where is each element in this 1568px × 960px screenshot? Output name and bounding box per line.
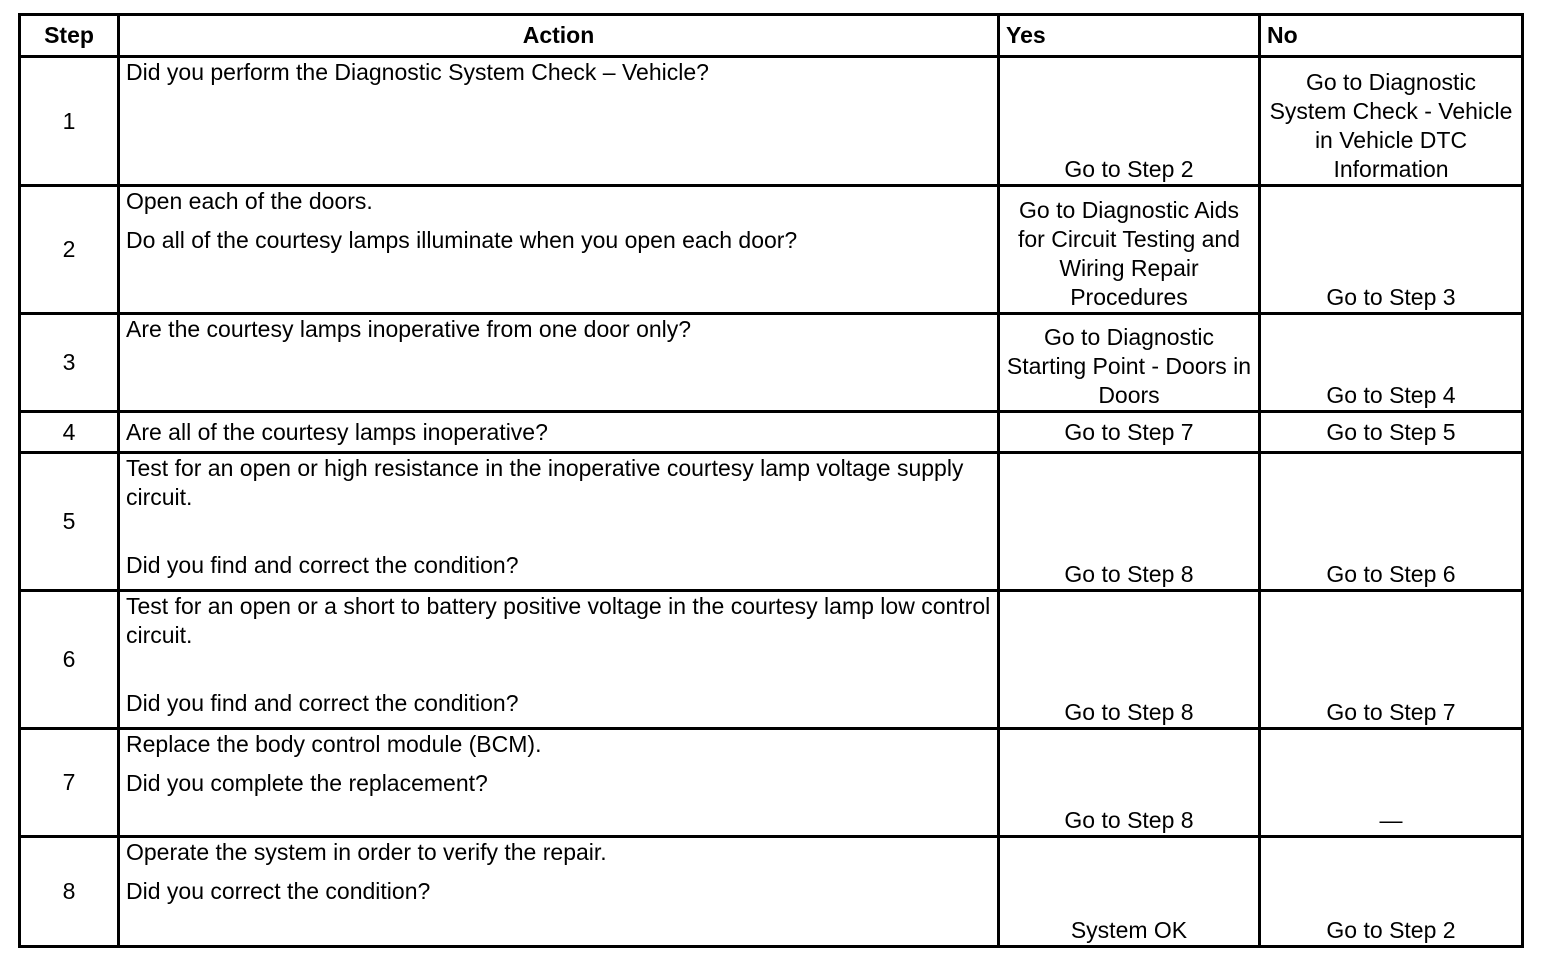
header-row — [20, 15, 1523, 57]
no-result: Go to Step 6 — [1260, 453, 1523, 591]
step-number: 7 — [20, 729, 119, 837]
action-question: Did you find and correct the condition? — [126, 690, 519, 716]
no-result: — — [1260, 729, 1523, 837]
table-row — [20, 314, 1523, 412]
table-row — [20, 837, 1523, 947]
action-question: Did you correct the condition? — [126, 878, 431, 904]
action-text: Did you perform the Diagnostic System Check – Vehicle? — [126, 59, 709, 85]
step-number: 5 — [20, 453, 119, 591]
no-result: Go to Step 7 — [1260, 591, 1523, 729]
action-text: Are the courtesy lamps inoperative from one door only? — [126, 316, 692, 342]
header-no: No — [1260, 15, 1523, 57]
yes-result: Go to Diagnostic Starting Point - Doors in Doors — [999, 314, 1260, 412]
action-question: Do all of the courtesy lamps illuminate when you open each door? — [126, 227, 798, 253]
step-number: 6 — [20, 591, 119, 729]
action-cell — [119, 57, 999, 186]
no-result: Go to Step 4 — [1260, 314, 1523, 412]
step-number: 2 — [20, 186, 119, 314]
yes-result: Go to Step 8 — [999, 591, 1260, 729]
header-action: Action — [119, 15, 999, 57]
diagnostic-table — [18, 13, 1524, 948]
table-row — [20, 412, 1523, 453]
table-row — [20, 186, 1523, 314]
header-yes: Yes — [999, 15, 1260, 57]
action-question: Did you find and correct the condition? — [126, 552, 519, 578]
yes-result: Go to Step 8 — [999, 453, 1260, 591]
action-text: Replace the body control module (BCM). — [126, 731, 542, 757]
action-cell — [119, 591, 999, 729]
action-cell — [119, 412, 999, 453]
yes-result: System OK — [999, 837, 1260, 947]
no-result: Go to Step 2 — [1260, 837, 1523, 947]
action-cell — [119, 186, 999, 314]
header-step: Step — [20, 15, 119, 57]
yes-result: Go to Step 2 — [999, 57, 1260, 186]
yes-result: Go to Step 7 — [999, 412, 1260, 453]
no-result: Go to Diagnostic System Check - Vehicle in Vehicle DTC Information — [1260, 57, 1523, 186]
action-cell — [119, 837, 999, 947]
step-number: 1 — [20, 57, 119, 186]
action-question: Did you complete the replacement? — [126, 770, 488, 796]
step-number: 8 — [20, 837, 119, 947]
action-text: Open each of the doors. — [126, 188, 373, 214]
table-row — [20, 729, 1523, 837]
action-text: Test for an open or a short to battery positive voltage in the courtesy lamp low control circuit. — [126, 593, 991, 648]
no-result: Go to Step 3 — [1260, 186, 1523, 314]
action-cell — [119, 453, 999, 591]
no-result: Go to Step 5 — [1260, 412, 1523, 453]
action-text: Operate the system in order to verify the repair. — [126, 839, 607, 865]
table-row — [20, 57, 1523, 186]
action-text: Test for an open or high resistance in the inoperative courtesy lamp voltage supply circuit. — [126, 455, 964, 510]
table-row — [20, 453, 1523, 591]
action-cell — [119, 729, 999, 837]
action-text: Are all of the courtesy lamps inoperative? — [126, 418, 548, 445]
action-cell — [119, 314, 999, 412]
yes-result: Go to Diagnostic Aids for Circuit Testing and Wiring Repair Procedures — [999, 186, 1260, 314]
step-number: 3 — [20, 314, 119, 412]
yes-result: Go to Step 8 — [999, 729, 1260, 837]
step-number: 4 — [20, 412, 119, 453]
table-row — [20, 591, 1523, 729]
